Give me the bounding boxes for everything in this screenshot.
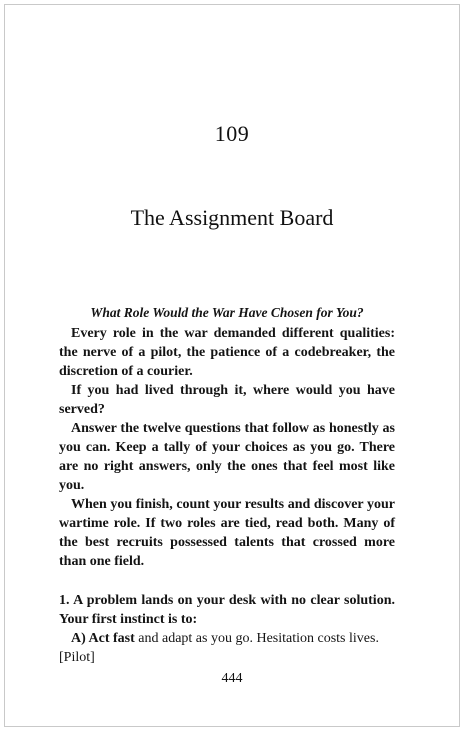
- page: [4, 4, 460, 727]
- answer-a-tag: [Pilot]: [59, 650, 95, 665]
- section-subtitle: What Role Would the War Have Chosen for You?: [90, 305, 364, 320]
- answer-a: [59, 629, 395, 667]
- page-number: 444: [221, 671, 243, 686]
- answer-a-label: A) Act fast: [71, 631, 135, 646]
- paragraph-4: When you finish, count your results and discover your wartime role. If two roles are tied, read both. Many of the best recruits possessed talents that crossed more than one field.: [59, 497, 395, 569]
- paragraph-2: If you had lived through it, where would you have served?: [59, 383, 395, 417]
- paragraph-1: Every role in the war demanded different qualities: the nerve of a pilot, the patience of a codebreaker, the discretion of a courier.: [59, 326, 395, 379]
- question-1: 1. A problem lands on your desk with no clear solution. Your first instinct is to:: [59, 593, 395, 627]
- paragraph-3: Answer the twelve questions that follow as honestly as you can. Keep a tally of your choices as you go. There are no right answers, only the ones that feel most like you.: [59, 421, 395, 493]
- chapter-number: 109: [214, 121, 250, 146]
- page-body: [59, 303, 395, 667]
- section-gap: [59, 571, 395, 591]
- chapter-title: The Assignment Board: [130, 205, 334, 230]
- answer-a-body: and adapt as you go. Hesitation costs lives.: [134, 631, 379, 646]
